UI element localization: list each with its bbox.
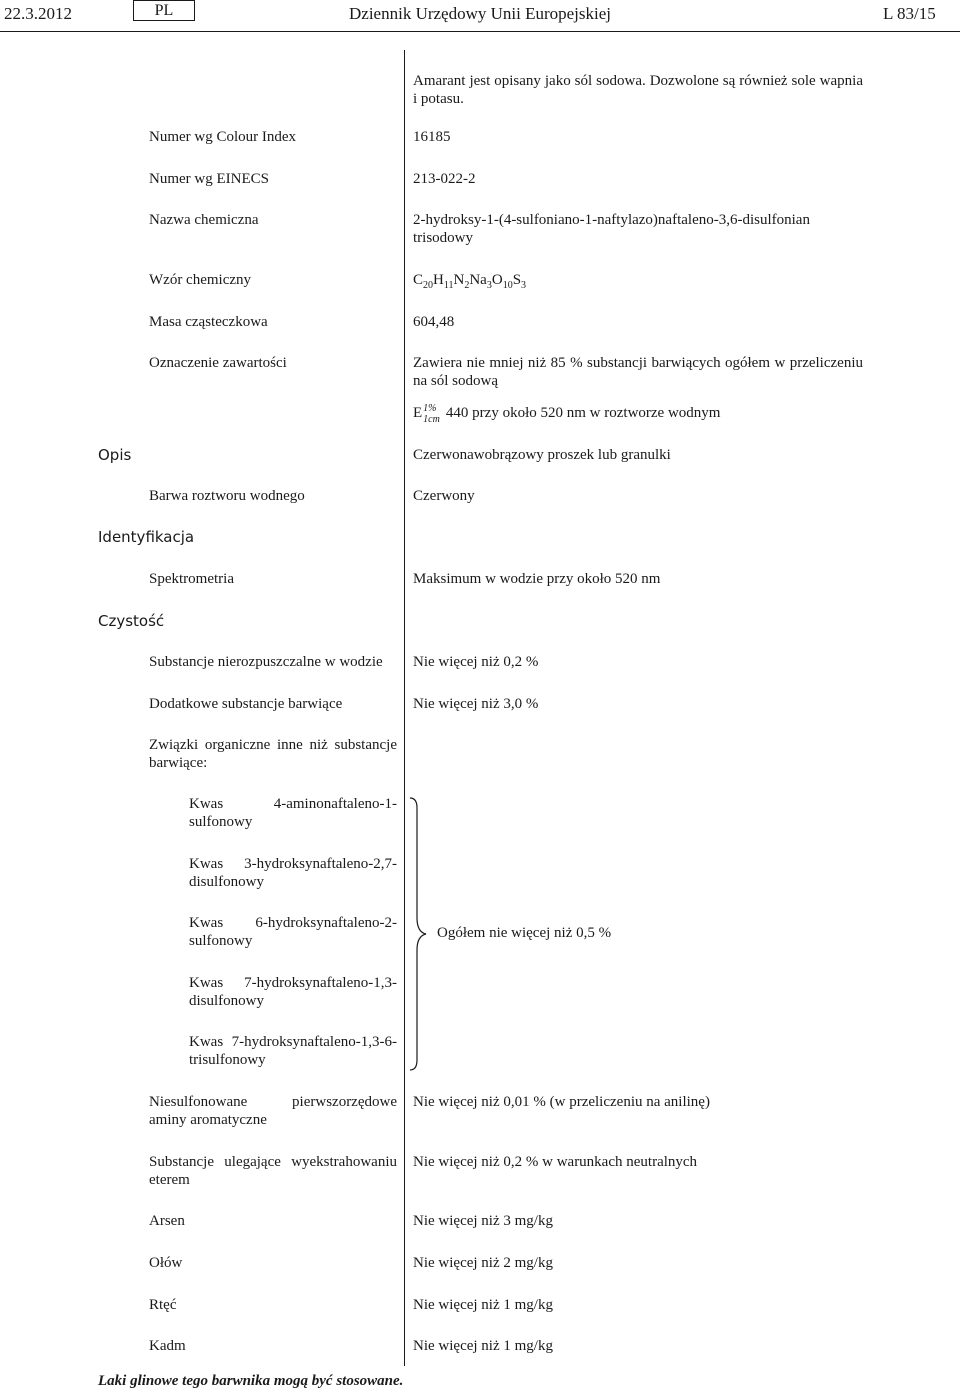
acid-item: Kwas 7-hydroksynaftaleno-1,3-disulfonowy bbox=[189, 975, 397, 1009]
colour-index-value: 16185 bbox=[413, 129, 451, 145]
solution-colour-label: Barwa roztworu wodnego bbox=[149, 488, 305, 504]
arsenic-label: Arsen bbox=[149, 1213, 185, 1229]
organic-compounds-label: Związki organiczne inne niż substancje barwiące: bbox=[149, 737, 397, 771]
curly-brace bbox=[407, 796, 429, 1072]
molecular-mass-value: 604,48 bbox=[413, 314, 455, 330]
subsidiary-colours-label: Dodatkowe substancje barwiące bbox=[149, 696, 343, 712]
solution-colour-value: Czerwony bbox=[413, 488, 475, 504]
insoluble-label: Substancje nierozpuszczalne w wodzie bbox=[149, 654, 383, 670]
arsenic-value: Nie więcej niż 3 mg/kg bbox=[413, 1213, 553, 1229]
chemical-formula: $C_{20}H_{11}N_2Na_3O_{10}S_3$ bbox=[413, 272, 527, 291]
aluminium-lakes-note: Laki glinowe tego barwnika mogą być stosowane. bbox=[98, 1373, 404, 1389]
spectrometry-value: Maksimum w wodzie przy około 520 nm bbox=[413, 571, 661, 587]
acids-total-value: Ogółem nie więcej niż 0,5 % bbox=[437, 925, 612, 941]
page-number: L 83/15 bbox=[883, 4, 936, 23]
molecular-mass-label: Masa cząsteczkowa bbox=[149, 314, 268, 330]
lead-value: Nie więcej niż 2 mg/kg bbox=[413, 1255, 553, 1271]
lead-label: Ołów bbox=[149, 1255, 183, 1271]
intro-note: Amarant jest opisany jako sól sodowa. Dozwolone są również sole wapnia i potasu. bbox=[413, 73, 863, 107]
insoluble-value: Nie więcej niż 0,2 % bbox=[413, 654, 539, 670]
extinction-coefficient: E 1% 1cm 440 przy około 520 nm w roztworze wodnym bbox=[413, 403, 721, 425]
section-heading-identyfikacja: Identyfikacja bbox=[98, 528, 195, 546]
colour-index-label: Numer wg Colour Index bbox=[149, 129, 297, 145]
aromatic-amines-label: Niesulfonowane pierwszorzędowe aminy aromatyczne bbox=[149, 1094, 397, 1128]
ether-extractable-label: Substancje ulegające wyekstrahowaniu eterem bbox=[149, 1154, 397, 1188]
ether-extractable-value: Nie więcej niż 0,2 % w warunkach neutralnych bbox=[413, 1154, 698, 1170]
subsidiary-colours-value: Nie więcej niż 3,0 % bbox=[413, 696, 539, 712]
cadmium-value: Nie więcej niż 1 mg/kg bbox=[413, 1338, 553, 1354]
language-badge: PL bbox=[133, 0, 195, 21]
mercury-label: Rtęć bbox=[149, 1297, 177, 1313]
mercury-value: Nie więcej niż 1 mg/kg bbox=[413, 1297, 553, 1313]
spectrometry-label: Spektrometria bbox=[149, 571, 234, 587]
acid-item: Kwas 3-hydroksynaftaleno-2,7-disulfonowy bbox=[189, 856, 397, 890]
header-rule bbox=[0, 31, 960, 32]
formula-label: Wzór chemiczny bbox=[149, 272, 252, 288]
description-value: Czerwonawobrązowy proszek lub granulki bbox=[413, 447, 671, 463]
einecs-value: 213-022-2 bbox=[413, 171, 476, 187]
acid-item: Kwas 6-hydroksynaftaleno-2-sulfonowy bbox=[189, 915, 397, 949]
acid-item: Kwas 4-aminonaftaleno-1-sulfonowy bbox=[189, 796, 397, 830]
assay-value: Zawiera nie mniej niż 85 % substancji barwiących ogółem w przeliczeniu na sól sodową bbox=[413, 355, 863, 389]
einecs-label: Numer wg EINECS bbox=[149, 171, 269, 187]
chemical-name-value: 2-hydroksy-1-(4-sulfoniano-1-naftylazo)naftaleno-3,6-disulfonian trisodowy bbox=[413, 212, 810, 246]
assay-label: Oznaczenie zawartości bbox=[149, 355, 287, 371]
column-divider bbox=[404, 50, 405, 1366]
cadmium-label: Kadm bbox=[149, 1338, 186, 1354]
section-heading-opis: Opis bbox=[98, 446, 132, 464]
chemical-name-label: Nazwa chemiczna bbox=[149, 212, 259, 228]
acid-item: Kwas 7-hydroksynaftaleno-1,3-6-trisulfonowy bbox=[189, 1034, 397, 1068]
header-date: 22.3.2012 bbox=[4, 4, 72, 23]
aromatic-amines-value: Nie więcej niż 0,01 % (w przeliczeniu na anilinę) bbox=[413, 1094, 710, 1110]
journal-title: Dziennik Urzędowy Unii Europejskiej bbox=[349, 4, 612, 23]
section-heading-czystosc: Czystość bbox=[98, 612, 165, 630]
